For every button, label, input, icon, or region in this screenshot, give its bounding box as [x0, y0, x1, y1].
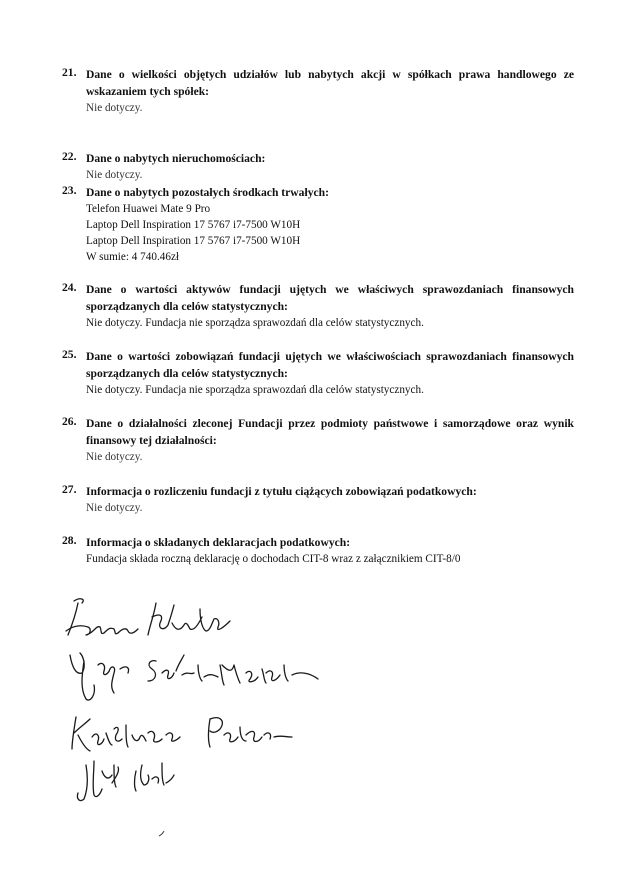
section-heading: Dane o nabytych nieruchomościach:: [86, 152, 266, 165]
body-line: W sumie: 4 740.46zł: [86, 251, 180, 263]
body-line: Nie dotyczy. Fundacja nie sporządza sprawozdań dla celów statystycznych.: [86, 384, 424, 396]
section-body: [86, 449, 574, 466]
signature-2: [70, 653, 318, 700]
section-number: 28.: [62, 534, 77, 547]
section-body: [86, 382, 574, 399]
section-body: [86, 551, 574, 568]
body-line: Telefon Huawei Mate 9 Pro: [86, 203, 211, 215]
body-line: Nie dotyczy. Fundacja nie sporządza sprawozdań dla celów statystycznych.: [86, 317, 424, 329]
section-number: 22.: [62, 150, 77, 163]
body-line: Nie dotyczy.: [86, 502, 143, 514]
section-26: [62, 415, 574, 466]
section-number: 21.: [62, 66, 77, 79]
section-body: [86, 315, 574, 332]
signature-4: [77, 761, 174, 801]
section-number: 24.: [62, 281, 77, 294]
section-22: [62, 150, 574, 184]
body-line: Nie dotyczy.: [86, 102, 143, 114]
section-24: [62, 281, 574, 332]
body-line: Laptop Dell Inspiration 17 5767 i7-7500 W10H: [86, 235, 301, 247]
section-body: [86, 201, 574, 265]
section-heading: Dane o wartości aktywów fundacji ujętych we właściwych sprawozdaniach finansowych sporządzanych dla celów statystycznych:: [86, 283, 574, 313]
stray-mark: [158, 830, 166, 838]
section-number: 26.: [62, 415, 77, 428]
section-27: [62, 483, 574, 517]
section-number: 27.: [62, 483, 77, 496]
section-heading: Informacja o rozliczeniu fundacji z tytułu ciążących zobowiązań podatkowych:: [86, 485, 477, 498]
signatures-block: [60, 595, 340, 815]
section-21: [62, 66, 574, 117]
section-28: [62, 534, 574, 568]
section-heading: Dane o wartości zobowiązań fundacji ujętych we właściwościach sprawozdaniach finansowych sporządzanych dla celów statystycznych:: [86, 350, 574, 380]
body-line: Fundacja składa roczną deklarację o dochodach CIT-8 wraz z załącznikiem CIT-8/0: [86, 553, 461, 565]
section-heading: Dane o wielkości objętych udziałów lub nabytych akcji w spółkach prawa handlowego ze wskazaniem tych spółek:: [86, 68, 574, 98]
section-23: [62, 184, 574, 265]
section-body: [86, 100, 574, 117]
body-line: Nie dotyczy.: [86, 169, 143, 181]
section-number: 25.: [62, 348, 77, 361]
section-25: [62, 348, 574, 399]
section-heading: Informacja o składanych deklaracjach podatkowych:: [86, 536, 351, 549]
section-body: [86, 167, 574, 184]
section-heading: Dane o nabytych pozostałych środkach trwałych:: [86, 186, 329, 199]
body-line: Nie dotyczy.: [86, 451, 143, 463]
signature-3: [72, 717, 292, 751]
body-line: Laptop Dell Inspiration 17 5767 i7-7500 W10H: [86, 219, 301, 231]
signature-1: [66, 599, 230, 635]
section-number: 23.: [62, 184, 77, 197]
section-body: [86, 500, 574, 517]
section-heading: Dane o działalności zleconej Fundacji przez podmioty państwowe i samorządowe oraz wynik finansowy tej działalności:: [86, 417, 574, 447]
